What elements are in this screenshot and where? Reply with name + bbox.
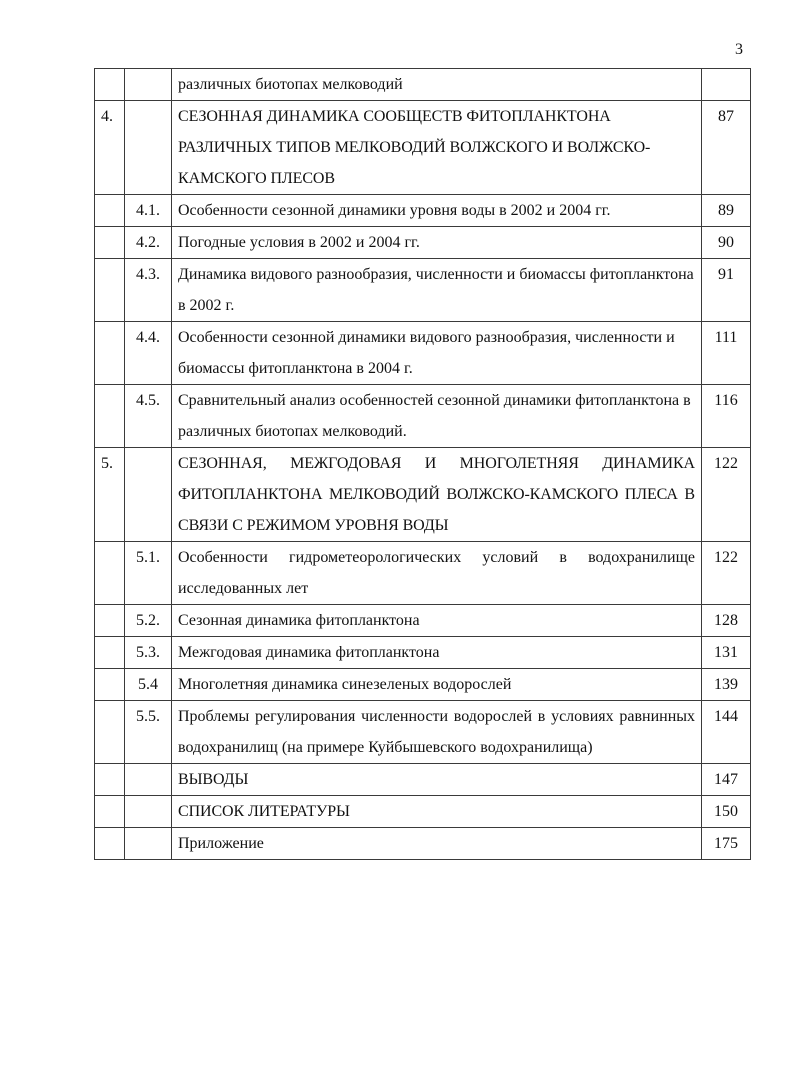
toc-body xyxy=(95,69,751,860)
section-number: 5.1. xyxy=(125,542,172,605)
page-ref: 131 xyxy=(702,637,751,669)
page-ref: 122 xyxy=(702,448,751,542)
section-number: 4.2. xyxy=(125,227,172,259)
chapter-number: 5. xyxy=(95,448,125,542)
chapter-number xyxy=(95,828,125,860)
entry-title: Сравнительный анализ особенностей сезонной динамики фитопланктона в различных биотопах мелководий. xyxy=(172,385,702,448)
section-number xyxy=(125,828,172,860)
toc-row xyxy=(95,669,751,701)
chapter-number xyxy=(95,796,125,828)
page-ref: 128 xyxy=(702,605,751,637)
page-ref: 144 xyxy=(702,701,751,764)
page-ref: 90 xyxy=(702,227,751,259)
page-ref: 175 xyxy=(702,828,751,860)
toc-row xyxy=(95,796,751,828)
section-number: 5.5. xyxy=(125,701,172,764)
chapter-number xyxy=(95,385,125,448)
page-ref: 150 xyxy=(702,796,751,828)
entry-title: Погодные условия в 2002 и 2004 гг. xyxy=(172,227,702,259)
section-number: 4.5. xyxy=(125,385,172,448)
section-number xyxy=(125,796,172,828)
section-number: 5.4 xyxy=(125,669,172,701)
entry-title: Сезонная динамика фитопланктона xyxy=(172,605,702,637)
section-number: 5.2. xyxy=(125,605,172,637)
section-number: 4.3. xyxy=(125,259,172,322)
chapter-number xyxy=(95,69,125,101)
chapter-number: 4. xyxy=(95,101,125,195)
page-ref: 147 xyxy=(702,764,751,796)
toc-row xyxy=(95,101,751,195)
toc-row xyxy=(95,69,751,101)
section-number xyxy=(125,69,172,101)
chapter-number xyxy=(95,322,125,385)
chapter-number xyxy=(95,669,125,701)
entry-title: СЕЗОННАЯ, МЕЖГОДОВАЯ И МНОГОЛЕТНЯЯ ДИНАМИКА ФИТОПЛАНКТОНА МЕЛКОВОДИЙ ВОЛЖСКО-КАМСКОГО ПЛЕСА В СВЯЗИ С РЕЖИМОМ УРОВНЯ ВОДЫ xyxy=(172,448,702,542)
toc-row xyxy=(95,764,751,796)
entry-title: СЕЗОННАЯ ДИНАМИКА СООБЩЕСТВ ФИТОПЛАНКТОНА РАЗЛИЧНЫХ ТИПОВ МЕЛКОВОДИЙ ВОЛЖСКОГО И ВОЛЖСКО-КАМСКОГО ПЛЕСОВ xyxy=(172,101,702,195)
entry-title: СПИСОК ЛИТЕРАТУРЫ xyxy=(172,796,702,828)
entry-title: ВЫВОДЫ xyxy=(172,764,702,796)
toc-row xyxy=(95,259,751,322)
page-ref: 122 xyxy=(702,542,751,605)
entry-title: различных биотопах мелководий xyxy=(172,69,702,101)
entry-title: Особенности сезонной динамики видового разнообразия, численности и биомассы фитопланктона в 2004 г. xyxy=(172,322,702,385)
entry-title: Проблемы регулирования численности водорослей в условиях равнинных водохранилищ (на примере Куйбышевского водохранилища) xyxy=(172,701,702,764)
entry-title: Межгодовая динамика фитопланктона xyxy=(172,637,702,669)
toc-row xyxy=(95,637,751,669)
entry-title: Приложение xyxy=(172,828,702,860)
page-ref: 91 xyxy=(702,259,751,322)
toc-row xyxy=(95,385,751,448)
section-number xyxy=(125,101,172,195)
page-ref: 116 xyxy=(702,385,751,448)
entry-title: Многолетняя динамика синезеленых водорослей xyxy=(172,669,702,701)
page-ref: 89 xyxy=(702,195,751,227)
section-number xyxy=(125,764,172,796)
chapter-number xyxy=(95,227,125,259)
chapter-number xyxy=(95,259,125,322)
toc-row xyxy=(95,701,751,764)
chapter-number xyxy=(95,701,125,764)
page-number: 3 xyxy=(735,41,743,58)
table-of-contents xyxy=(94,68,751,860)
chapter-number xyxy=(95,605,125,637)
toc-row xyxy=(95,448,751,542)
toc-row xyxy=(95,195,751,227)
toc-row xyxy=(95,605,751,637)
page-ref xyxy=(702,69,751,101)
page-ref: 111 xyxy=(702,322,751,385)
entry-title: Особенности сезонной динамики уровня воды в 2002 и 2004 гг. xyxy=(172,195,702,227)
section-number xyxy=(125,448,172,542)
chapter-number xyxy=(95,764,125,796)
entry-title: Особенности гидрометеорологических условий в водохранилище исследованных лет xyxy=(172,542,702,605)
toc-row xyxy=(95,828,751,860)
chapter-number xyxy=(95,637,125,669)
toc-row xyxy=(95,322,751,385)
page-ref: 87 xyxy=(702,101,751,195)
chapter-number xyxy=(95,542,125,605)
toc-row xyxy=(95,227,751,259)
toc-row xyxy=(95,542,751,605)
section-number: 5.3. xyxy=(125,637,172,669)
chapter-number xyxy=(95,195,125,227)
page-ref: 139 xyxy=(702,669,751,701)
section-number: 4.4. xyxy=(125,322,172,385)
entry-title: Динамика видового разнообразия, численности и биомассы фитопланктона в 2002 г. xyxy=(172,259,702,322)
section-number: 4.1. xyxy=(125,195,172,227)
